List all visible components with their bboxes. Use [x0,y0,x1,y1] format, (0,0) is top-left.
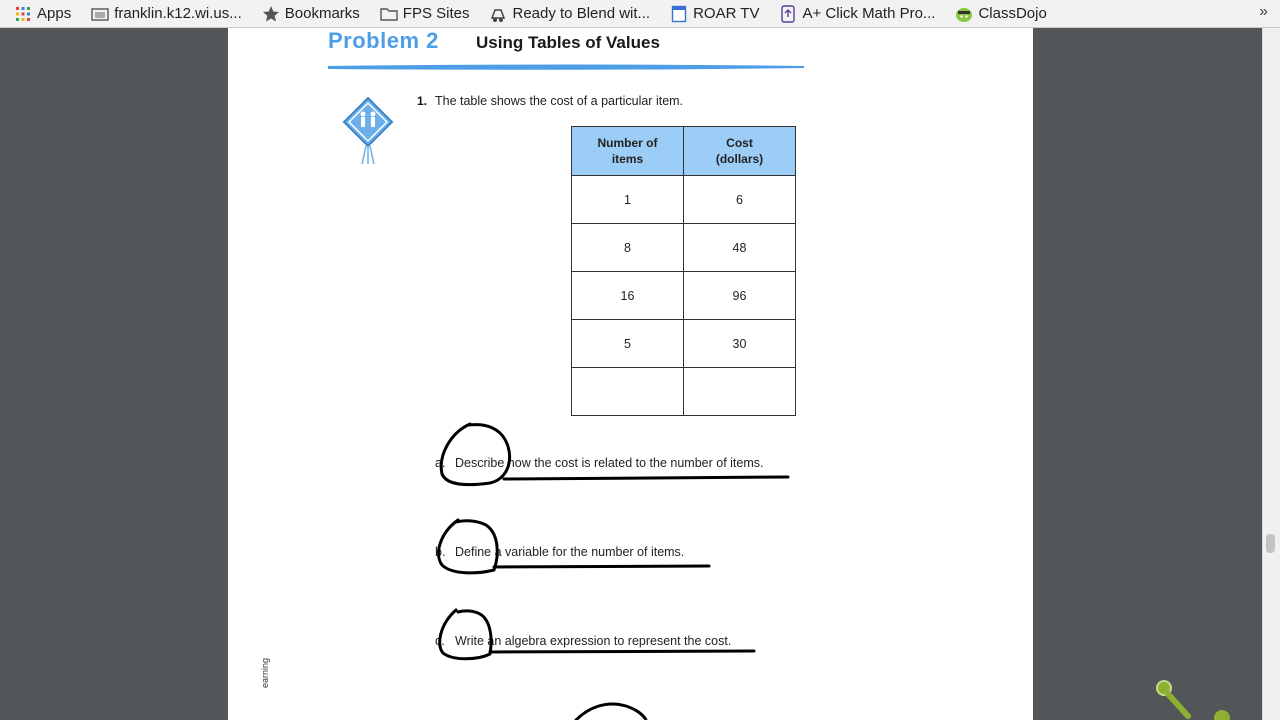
table-cell: 6 [684,176,796,224]
part-letter: b. [435,545,446,559]
star-icon [262,5,280,23]
bookmark-label: ROAR TV [693,5,760,22]
ink-underline-c [490,651,754,652]
scrollbar-track[interactable] [1262,28,1280,720]
table-cell: 1 [572,176,684,224]
question-part-c [435,634,731,648]
part-letter: c. [435,634,445,648]
question-number: 1. [417,94,428,108]
ink-underline-a [504,477,788,479]
bookmark-roar-tv[interactable] [670,0,759,28]
scrollbar-thumb[interactable] [1266,534,1275,553]
ink-circle-a [441,424,509,485]
people-sign-icon [340,96,396,168]
bookmark-classdojo[interactable] [955,0,1046,28]
bookmark-fps-sites[interactable] [380,0,470,28]
table-cell: 30 [684,320,796,368]
problem-label: Problem 2 [328,28,439,53]
table-row [572,224,796,272]
table-header-row [572,127,796,176]
table-cell: 5 [572,320,684,368]
title-underline [328,63,804,70]
question-part-a [435,456,763,470]
bookmark-label: Apps [37,5,72,22]
table-cell: 8 [572,224,684,272]
worksheet-page [228,28,1033,720]
table-cell [684,368,796,416]
page-icon [670,5,688,23]
table-row [572,368,796,416]
blender-icon [489,5,507,23]
bookmark-a-plus-click[interactable] [779,0,935,28]
part-letter: a. [435,456,446,470]
classdojo-icon [955,5,973,23]
table-row [572,176,796,224]
table-row [572,320,796,368]
part-text: Describe how the cost is related to the number of items. [455,456,764,470]
ink-circle-d-partial [576,704,646,720]
bookmark-label: Bookmarks [284,5,360,22]
bookmark-franklin[interactable] [91,0,242,28]
bookmark-label: A+ Click Math Pro... [802,5,936,22]
table-cell: 16 [572,272,684,320]
bookmarks-bar [0,0,1280,28]
table-cell: 48 [684,224,796,272]
click-icon [779,5,797,23]
apps-grid-icon [14,5,32,23]
bookmark-label: FPS Sites [402,5,470,22]
table-cell: 96 [684,272,796,320]
table-cell [572,368,684,416]
bookmark-ready-to-blend[interactable] [489,0,650,28]
cost-table [571,126,796,416]
part-text: Define a variable for the number of items. [455,545,685,559]
bookmarks-overflow-button[interactable]: » [1259,3,1268,20]
side-note: earning [260,657,270,688]
question-text: The table shows the cost of a particular item. [435,94,684,108]
part-text: Write an algebra expression to represent the cost. [455,634,732,648]
question-part-b [435,545,684,559]
problem-subtitle: Using Tables of Values [476,33,660,52]
bookmark-bookmarks[interactable] [262,0,360,28]
bookmark-label: franklin.k12.wi.us... [114,5,242,22]
bookmark-apps[interactable] [14,0,71,28]
folder-icon [91,5,109,23]
bookmark-label: Ready to Blend wit... [512,5,651,22]
column-header-cost: Cost (dollars) [684,127,796,176]
folder-icon [380,5,398,23]
bookmark-label: ClassDojo [978,5,1047,22]
table-row [572,272,796,320]
ink-underline-b [494,566,709,567]
column-header-items: Number of items [572,127,684,176]
